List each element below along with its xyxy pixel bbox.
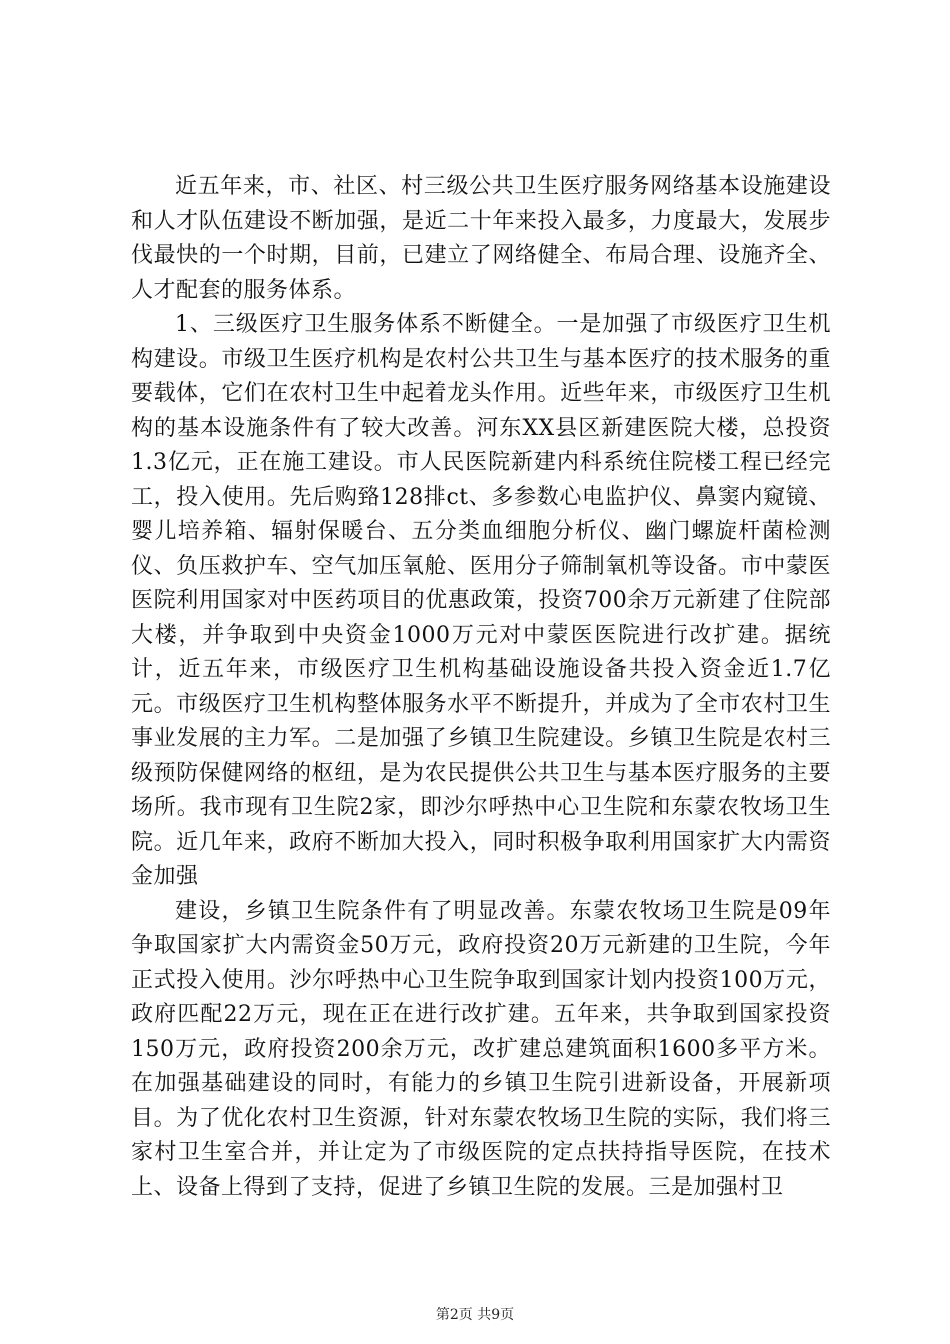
- paragraph-continuation: 建设，乡镇卫生院条件有了明显改善。东蒙农牧场卫生院是09年争取国家扩大内需资金50万元，政府投资20万元新建的卫生院，今年正式投入使用。沙尔呼热中心卫生院争取到国家计划内投资100万元，政府匹配22万元，现在正在进行改扩建。五年来，共争取到国家投资150万元，政府投资200余万元，改扩建总建筑面积1600多平方米。在加强基础建设的同时，有能力的乡镇卫生院引进新设备，开展新项目。为了优化农村卫生资源，针对东蒙农牧场卫生院的实际，我们将三家村卫生室合并，并让定为了市级医院的定点扶持指导医院，在技术上、设备上得到了支持，促进了乡镇卫生院的发展。三是加强村卫: [131, 898, 831, 1200]
- paragraph-section-1: 1、三级医疗卫生服务体系不断健全。一是加强了市级医疗卫生机构建设。市级卫生医疗机构是农村公共卫生与基本医疗的技术服务的重要载体，它们在农村卫生中起着龙头作用。近些年来，市级医疗卫生机构的基本设施条件有了较大改善。河东XX县区新建医院大楼，总投资1.3亿元，正在施工建设。市人民医院新建内科系统住院楼工程已经完工，投入使用。先后购臵128排ct、多参数心电监护仪、鼻窦内窥镜、婴儿培养箱、辐射保暖台、五分类血细胞分析仪、幽门螺旋杆菌检测仪、负压救护车、空气加压氧舱、医用分子筛制氧机等设备。市中蒙医医院利用国家对中医药项目的优惠政策，投资700余万元新建了住院部大楼，并争取到中央资金1000万元对中蒙医医院进行改扩建。据统计，近五年来，市级医疗卫生机构基础设施设备共投入资金近1.7亿元。市级医疗卫生机构整体服务水平不断提升，并成为了全市农村卫生事业发展的主力军。二是加强了乡镇卫生院建设。乡镇卫生院是农村三级预防保健网络的枢纽，是为农民提供公共卫生与基本医疗服务的主要场所。我市现有卫生院2家，即沙尔呼热中心卫生院和东蒙农牧场卫生院。近几年来，政府不断加大投入，同时积极争取利用国家扩大内需资金加强: [131, 312, 831, 889]
- paragraph-intro: 近五年来，市、社区、村三级公共卫生医疗服务网络基本设施建设和人才队伍建设不断加强，是近二十年来投入最多，力度最大，发展步伐最快的一个时期，目前，已建立了网络健全、布局合理、设施齐全、人才配套的服务体系。: [131, 174, 831, 303]
- page-number-footer: 第2页 共9页: [435, 1307, 515, 1323]
- document-body: [131, 170, 831, 1205]
